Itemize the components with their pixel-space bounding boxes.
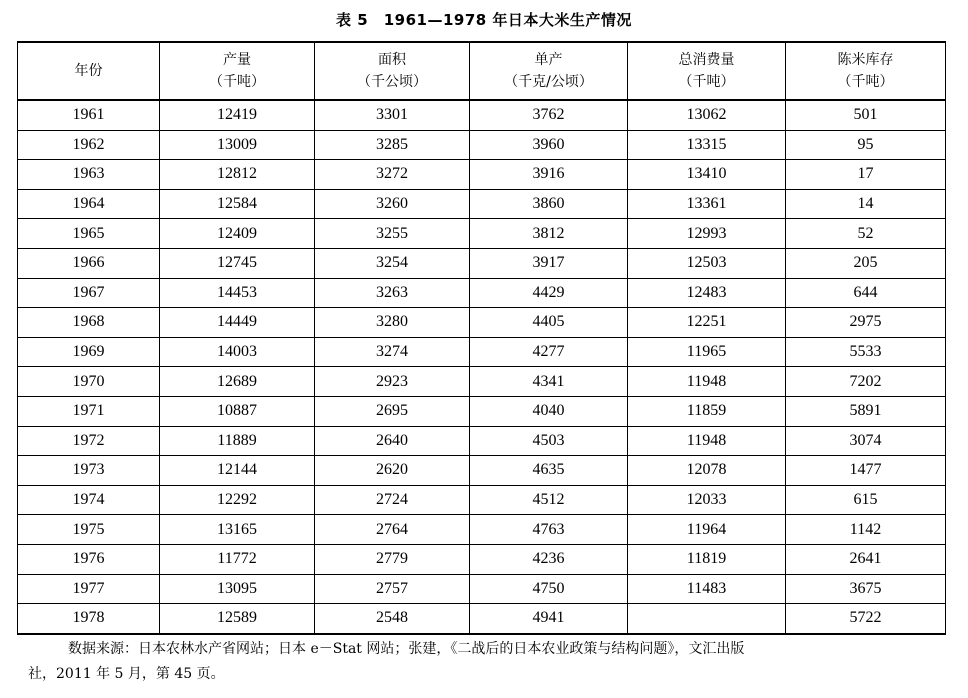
cell-production: 12589 [160, 604, 315, 634]
cell-stock: 2975 [786, 308, 946, 338]
cell-yield: 4429 [470, 278, 628, 308]
cell-stock: 14 [786, 189, 946, 219]
header-area [315, 42, 470, 100]
cell-production: 13009 [160, 130, 315, 160]
cell-stock: 644 [786, 278, 946, 308]
cell-area: 2779 [315, 544, 470, 574]
cell-consumption: 12483 [628, 278, 786, 308]
cell-yield: 4512 [470, 485, 628, 515]
table-body [18, 100, 946, 634]
cell-yield: 4341 [470, 367, 628, 397]
cell-year: 1974 [18, 485, 160, 515]
cell-production: 12812 [160, 160, 315, 190]
table-row [18, 160, 946, 190]
cell-stock: 2641 [786, 544, 946, 574]
header-year [18, 42, 160, 100]
cell-area: 3274 [315, 337, 470, 367]
cell-area: 3272 [315, 160, 470, 190]
table-row [18, 396, 946, 426]
cell-consumption: 12078 [628, 456, 786, 486]
cell-yield: 4040 [470, 396, 628, 426]
cell-consumption: 12033 [628, 485, 786, 515]
header-label: 产量 [223, 52, 251, 68]
cell-stock: 501 [786, 100, 946, 130]
cell-year: 1978 [18, 604, 160, 634]
table-row [18, 367, 946, 397]
cell-area: 2620 [315, 456, 470, 486]
cell-area: 2724 [315, 485, 470, 515]
header-unit: （千吨） [678, 74, 735, 90]
table-caption: 表 5 1961—1978 年日本大米生产情况 [336, 11, 632, 29]
cell-year: 1973 [18, 456, 160, 486]
header-label: 年份 [74, 63, 103, 79]
table-row [18, 248, 946, 278]
table-row [18, 544, 946, 574]
cell-stock: 17 [786, 160, 946, 190]
cell-production: 12419 [160, 100, 315, 130]
cell-production: 13095 [160, 574, 315, 604]
cell-production: 12745 [160, 248, 315, 278]
cell-consumption: 13410 [628, 160, 786, 190]
table-row [18, 130, 946, 160]
cell-yield: 3812 [470, 219, 628, 249]
cell-consumption: 13315 [628, 130, 786, 160]
cell-production: 11772 [160, 544, 315, 574]
cell-stock: 3675 [786, 574, 946, 604]
cell-year: 1976 [18, 544, 160, 574]
cell-area: 2695 [315, 396, 470, 426]
cell-area: 2640 [315, 426, 470, 456]
cell-area: 3263 [315, 278, 470, 308]
cell-stock: 5533 [786, 337, 946, 367]
header-production [160, 42, 315, 100]
cell-production: 14453 [160, 278, 315, 308]
cell-area: 2764 [315, 515, 470, 545]
cell-stock: 95 [786, 130, 946, 160]
cell-area: 3280 [315, 308, 470, 338]
cell-yield: 4277 [470, 337, 628, 367]
cell-consumption: 12993 [628, 219, 786, 249]
header-unit: （千吨） [209, 74, 265, 90]
cell-production: 10887 [160, 396, 315, 426]
cell-production: 11889 [160, 426, 315, 456]
cell-consumption: 12503 [628, 248, 786, 278]
cell-production: 14003 [160, 337, 315, 367]
header-label: 陈米库存 [837, 52, 894, 68]
cell-area: 2923 [315, 367, 470, 397]
header-label: 面积 [378, 52, 406, 68]
header-unit: （千克/公顷） [504, 74, 593, 90]
cell-yield: 3860 [470, 189, 628, 219]
source-note-line-1: 数据来源：日本农林水产省网站；日本 e－Stat 网站；张建，《二战后的日本农业政策与结构问题》，文汇出版 [68, 641, 745, 657]
cell-year: 1975 [18, 515, 160, 545]
table-row [18, 574, 946, 604]
header-row [18, 42, 946, 100]
cell-area: 2757 [315, 574, 470, 604]
header-unit: （千吨） [837, 74, 894, 90]
header-consumption [628, 42, 786, 100]
cell-yield: 3916 [470, 160, 628, 190]
cell-production: 14449 [160, 308, 315, 338]
source-note [30, 637, 942, 687]
cell-consumption: 11965 [628, 337, 786, 367]
cell-year: 1961 [18, 100, 160, 130]
table-row [18, 515, 946, 545]
cell-consumption: 11859 [628, 396, 786, 426]
cell-year: 1968 [18, 308, 160, 338]
cell-production: 12409 [160, 219, 315, 249]
cell-year: 1971 [18, 396, 160, 426]
cell-consumption: 11819 [628, 544, 786, 574]
cell-consumption: 11964 [628, 515, 786, 545]
cell-stock: 5891 [786, 396, 946, 426]
cell-stock: 5722 [786, 604, 946, 634]
table-row [18, 189, 946, 219]
cell-yield: 4763 [470, 515, 628, 545]
cell-consumption: 11948 [628, 367, 786, 397]
cell-year: 1964 [18, 189, 160, 219]
cell-yield: 4503 [470, 426, 628, 456]
cell-consumption: 13062 [628, 100, 786, 130]
cell-stock: 205 [786, 248, 946, 278]
cell-production: 12292 [160, 485, 315, 515]
cell-consumption [628, 604, 786, 634]
table-row [18, 604, 946, 634]
cell-year: 1977 [18, 574, 160, 604]
cell-consumption: 11948 [628, 426, 786, 456]
cell-stock: 3074 [786, 426, 946, 456]
cell-yield: 4405 [470, 308, 628, 338]
cell-consumption: 12251 [628, 308, 786, 338]
rice-production-table [17, 41, 946, 635]
cell-year: 1972 [18, 426, 160, 456]
cell-year: 1970 [18, 367, 160, 397]
cell-yield: 4236 [470, 544, 628, 574]
table-header [18, 42, 946, 100]
source-note-line-2: 社，2011 年 5 月，第 45 页。 [28, 666, 225, 682]
cell-yield: 4941 [470, 604, 628, 634]
cell-consumption: 13361 [628, 189, 786, 219]
table-row [18, 456, 946, 486]
table-row [18, 219, 946, 249]
table-row [18, 308, 946, 338]
cell-year: 1967 [18, 278, 160, 308]
cell-year: 1969 [18, 337, 160, 367]
cell-production: 12584 [160, 189, 315, 219]
cell-yield: 3917 [470, 248, 628, 278]
cell-stock: 7202 [786, 367, 946, 397]
cell-stock: 52 [786, 219, 946, 249]
cell-area: 3301 [315, 100, 470, 130]
cell-area: 3260 [315, 189, 470, 219]
header-unit: （千公顷） [357, 74, 427, 90]
cell-stock: 1142 [786, 515, 946, 545]
cell-area: 3255 [315, 219, 470, 249]
cell-area: 3254 [315, 248, 470, 278]
cell-stock: 615 [786, 485, 946, 515]
cell-production: 13165 [160, 515, 315, 545]
table-row [18, 278, 946, 308]
table-row [18, 485, 946, 515]
cell-yield: 4635 [470, 456, 628, 486]
header-stock [786, 42, 946, 100]
cell-area: 2548 [315, 604, 470, 634]
cell-year: 1963 [18, 160, 160, 190]
cell-production: 12689 [160, 367, 315, 397]
header-label: 单产 [534, 52, 563, 68]
cell-yield: 3762 [470, 100, 628, 130]
cell-consumption: 11483 [628, 574, 786, 604]
table-row [18, 100, 946, 130]
cell-yield: 3960 [470, 130, 628, 160]
cell-yield: 4750 [470, 574, 628, 604]
cell-year: 1965 [18, 219, 160, 249]
cell-stock: 1477 [786, 456, 946, 486]
header-label: 总消费量 [678, 52, 735, 68]
cell-year: 1962 [18, 130, 160, 160]
cell-area: 3285 [315, 130, 470, 160]
table-row [18, 337, 946, 367]
header-yield [470, 42, 628, 100]
cell-production: 12144 [160, 456, 315, 486]
table-row [18, 426, 946, 456]
cell-year: 1966 [18, 248, 160, 278]
